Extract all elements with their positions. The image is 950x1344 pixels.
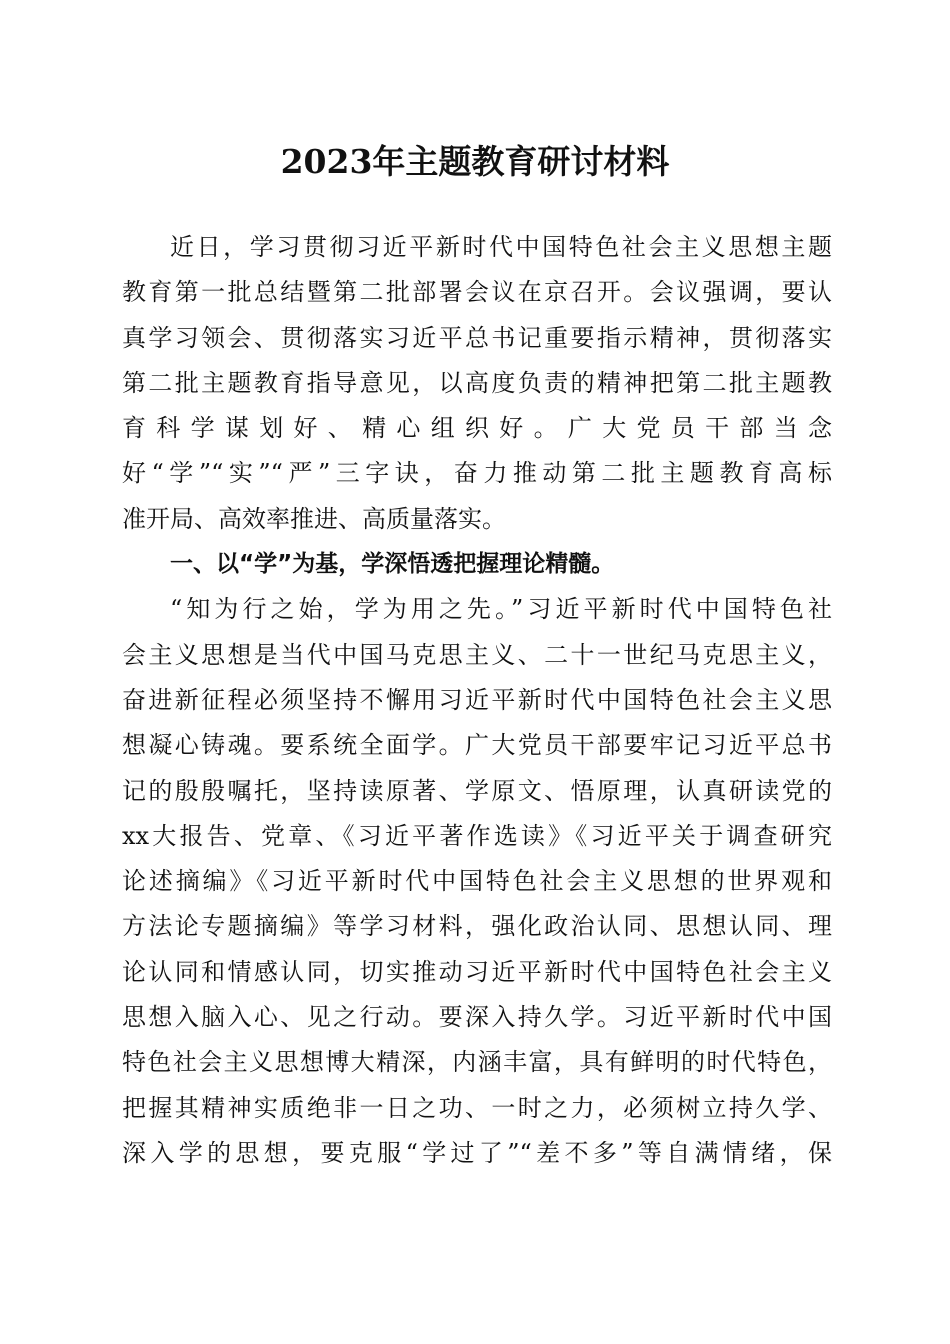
section-line: “知为行之始，学为用之先。”习近平新时代中国特色社 <box>170 595 832 624</box>
page-title: 2023年主题教育研讨材料 <box>280 142 670 181</box>
document-body <box>122 225 832 1176</box>
intro-line: 教育第一批总结暨第二批部署会议在京召开。会议强调，要认 <box>122 278 832 307</box>
section-heading: 一、以“学”为基，学深悟透把握理论精髓。 <box>170 551 615 578</box>
section-line: 论认同和情感认同，切实推动习近平新时代中国特色社会主义 <box>122 957 832 986</box>
intro-line: 第二批主题教育指导意见，以高度负责的精神把第二批主题教 <box>122 368 832 397</box>
section-line: 记的殷殷嘱托，坚持读原著、学原文、悟原理，认真研读党的 <box>122 776 832 805</box>
section-line: 奋进新征程必须坚持不懈用习近平新时代中国特色社会主义思 <box>122 685 832 714</box>
intro-line: 育科学谋划好、精心组织好。广大党员干部当念 <box>122 414 832 443</box>
section-line: 会主义思想是当代中国马克思主义、二十一世纪马克思主义， <box>122 640 832 669</box>
intro-line: 准开局、高效率推进、高质量落实。 <box>122 504 506 533</box>
intro-line: 近日，学习贯彻习近平新时代中国特色社会主义思想主题 <box>170 233 832 261</box>
section-line: 深入学的思想，要克服“学过了”“差不多”等自满情绪，保 <box>122 1138 832 1167</box>
section-line: 把握其精神实质绝非一日之功、一时之力，必须树立持久学、 <box>122 1093 832 1122</box>
intro-line: 好“学”“实”“严”三字诀，奋力推动第二批主题教育高标 <box>122 459 832 488</box>
section-line: 特色社会主义思想博大精深，内涵丰富，具有鲜明的时代特色， <box>122 1048 832 1077</box>
section-line: 方法论专题摘编》等学习材料，强化政治认同、思想认同、理 <box>122 912 832 941</box>
section-line: 想凝心铸魂。要系统全面学。广大党员干部要牢记习近平总书 <box>122 731 832 760</box>
intro-line: 真学习领会、贯彻落实习近平总书记重要指示精神，贯彻落实 <box>122 323 832 352</box>
section-line: xx大报告、党章、《习近平著作选读》《习近平关于调查研究 <box>122 821 832 850</box>
section-line: 论述摘编》《习近平新时代中国特色社会主义思想的世界观和 <box>122 867 832 896</box>
section-line: 思想入脑入心、见之行动。要深入持久学。习近平新时代中国 <box>122 1003 832 1032</box>
